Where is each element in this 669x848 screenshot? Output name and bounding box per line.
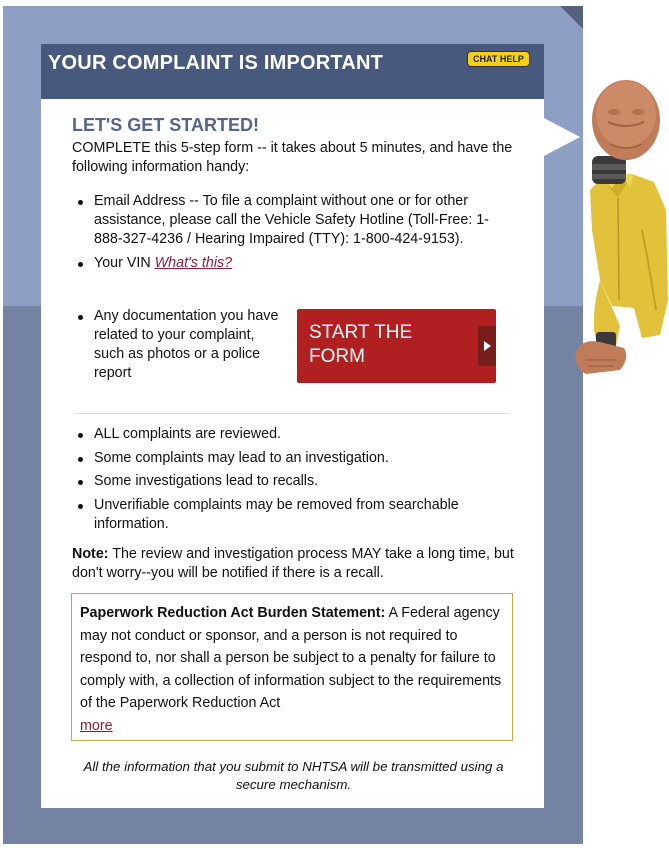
list-item-vin	[72, 254, 512, 273]
email-item-text: Email Address -- To file a complaint without one or for other assistance, please call the Vehicle Safety Hotline (Toll-Free: 1-888-327-4236 / Hearing Impaired (TTY): 1-800-424-9153).	[94, 193, 489, 247]
checklist-continued	[72, 307, 282, 383]
facts-list	[72, 425, 517, 538]
crash-test-dummy-illustration	[572, 70, 669, 390]
list-item: Unverifiable complaints may be removed from searchable information.	[72, 496, 517, 534]
intro-text: COMPLETE this 5-step form -- it takes about 5 minutes, and have the following information handy:	[72, 140, 513, 175]
burden-statement-box	[71, 593, 513, 741]
chat-help-button[interactable]: CHAT HELP	[467, 51, 530, 67]
divider	[74, 413, 510, 414]
start-form-button[interactable]	[297, 309, 496, 383]
section-heading: LET'S GET STARTED!	[72, 115, 259, 135]
burden-title: Paperwork Reduction Act Burden Statement:	[80, 605, 386, 621]
list-item: ALL complaints are reviewed.	[72, 425, 517, 444]
list-item: Some investigations lead to recalls.	[72, 472, 517, 491]
whats-this-link[interactable]: What's this?	[154, 255, 233, 271]
more-link[interactable]: more	[80, 717, 113, 734]
start-form-label: START THE FORM	[309, 322, 413, 367]
checklist	[72, 192, 512, 273]
burden-text: A Federal agency may not conduct or sponsor, and a person is not required to respond to, nor shall a person be subject to a penalty for failure to comply with, a collection of information subject to the requirements of the Paperwork Reduction Act	[80, 605, 502, 711]
note-text: The review and investigation process MAY take a long time, but don't worry--you will be notified if there is a recall.	[72, 546, 514, 581]
documentation-item-text: Any documentation you have related to your complaint, such as photos or a police report	[94, 308, 279, 381]
list-item-email	[72, 192, 512, 249]
security-footer: All the information that you submit to NHTSA will be transmitted using a secure mechanism.	[83, 759, 504, 792]
note-paragraph	[72, 545, 517, 583]
list-item: Some complaints may lead to an investigation.	[72, 449, 517, 468]
list-item-documentation	[72, 307, 282, 383]
play-arrow-icon	[478, 326, 496, 366]
page-title: YOUR COMPLAINT IS IMPORTANT	[48, 52, 384, 74]
note-label: Note:	[72, 546, 109, 562]
panel-header	[41, 44, 544, 99]
page-corner-fold	[560, 6, 583, 29]
vin-item-text: Your VIN	[94, 255, 151, 271]
